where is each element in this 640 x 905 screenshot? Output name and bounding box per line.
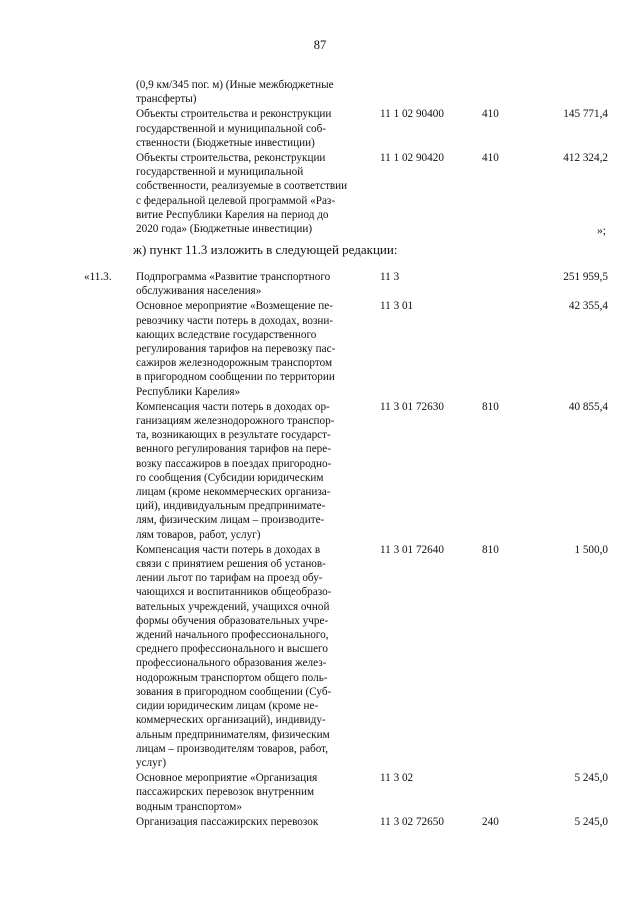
table-row (84, 78, 640, 106)
row-sum: 40 855,4 (568, 400, 608, 413)
row-sum: 5 245,0 (574, 772, 608, 785)
row-name: Организация пассажирских перевозок (136, 815, 319, 828)
table-row (84, 400, 640, 542)
row-name: Объекты строительства, реконструкции государственной и муниципальной собственности, реализуемые в соответствии с федеральной целевой программой «Раз- витие Республики Карелия на период до 2020 года» (Бюджетные инвестиции) (136, 152, 348, 236)
table-row (84, 815, 640, 829)
row-sum: 412 324,2 (563, 152, 608, 165)
row-sum: 1 500,0 (574, 543, 608, 556)
amendment-instruction: ж) пункт 11.3 изложить в следующей редакции: (133, 242, 398, 257)
row-name: Компенсация части потерь в доходах в связи с принятием решения об установ- лении льгот по тарифам на проезд обу- чающихся и воспитанников общеобразо- вательных учреждений, учащихся очной формы обучения образовательных учре- ждений начального профессионального, среднего профессионального и высшего профессионального образования желез- нодорожным транспортом общего поль- зования в пригородном сообщении (Суб- сидии юридическим лицам (кроме не- коммерческих организаций), индивиду- альным предпринимателям, физическим лицам – производителям товаров, работ, услуг) (136, 543, 332, 769)
row-name: (0,9 км/345 пог. м) (Иные межбюджетные трансферты) (136, 79, 334, 106)
table-row (84, 270, 640, 298)
row-sum: 42 355,4 (568, 300, 608, 313)
row-type: 240 (482, 815, 499, 828)
row-sum: 5 245,0 (574, 815, 608, 828)
row-code: 11 3 02 (380, 772, 414, 785)
row-name: Компенсация части потерь в доходах ор- ганизациям железнодорожного транспор- та, возникающих в результате государст- венного регулирования тарифов на пере- возку пассажиров в поездах пригородно- го сообщения (Субсидии юридическим лицам (кроме некоммерческих организа- ций), индивидуальным предпринимате- лям, физическим лицам – производите- лям товаров, работ, услуг) (136, 400, 335, 541)
row-name: Основное мероприятие «Организация пассажирских перевозок внутренним водным транспортом» (136, 772, 318, 813)
row-number: «11.3. (84, 271, 112, 283)
table-row (84, 771, 640, 814)
table-row (84, 151, 640, 236)
row-sum: 145 771,4 (563, 108, 608, 121)
row-code: 11 3 01 (380, 300, 414, 313)
closing-quote: »; (597, 225, 606, 237)
row-type: 410 (482, 152, 499, 165)
row-type: 810 (482, 543, 499, 556)
row-sum: 251 959,5 (563, 271, 608, 283)
row-name: Основное мероприятие «Возмещение пе- ревозчику части потерь в доходах, возни- кающих вследствие государственного регулирования тарифов на перевозку пас- сажиров железнодорожным транспортом в пригородном сообщении по территории Республики Карелия» (136, 300, 336, 398)
page-number: 87 (313, 38, 327, 52)
row-code: 11 3 01 72630 (380, 400, 444, 413)
row-name: Объекты строительства и реконструкции государственной и муниципальной соб- ственности (Бюджетные инвестиции) (136, 108, 332, 149)
row-code: 11 3 (380, 271, 400, 283)
row-code: 11 1 02 90400 (380, 108, 444, 121)
row-type: 410 (482, 108, 499, 121)
budget-table-top (84, 78, 640, 236)
table-row (84, 299, 640, 398)
budget-table-main (84, 270, 640, 829)
row-type: 810 (482, 400, 499, 413)
row-code: 11 3 02 72650 (380, 815, 444, 828)
row-code: 11 3 01 72640 (380, 543, 444, 556)
row-code: 11 1 02 90420 (380, 152, 444, 165)
table-row (84, 543, 640, 770)
row-name: Подпрограмма «Развитие транспортного обслуживания населения» (136, 271, 331, 298)
table-row (84, 107, 640, 150)
